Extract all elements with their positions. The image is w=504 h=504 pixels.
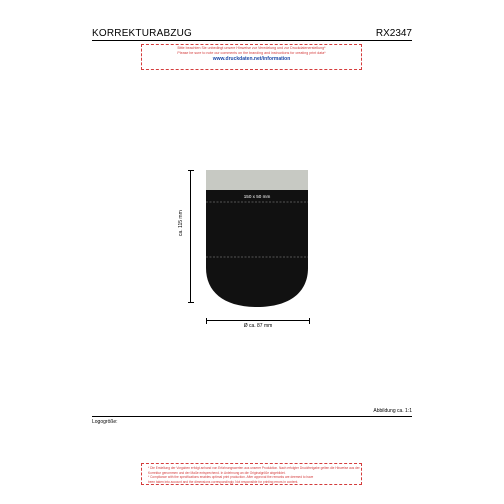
scale-label: Abbildung ca. 1:1 xyxy=(373,408,412,414)
notice-line-en: Please be sure to note our comments on the branding and instructions for creating print data* xyxy=(177,51,326,55)
header-divider xyxy=(92,40,412,41)
height-dimension-label: ca. 115 mm xyxy=(178,210,184,236)
disclaimer-line-4: been taken into account and the dimensions correspondingly. Not responsible for printing errors in content. xyxy=(148,479,299,484)
tumbler-illustration xyxy=(205,170,309,307)
width-dimension-label: Ø ca. 87 mm xyxy=(243,323,273,329)
print-data-notice xyxy=(141,44,362,70)
tumbler-graphic xyxy=(205,170,309,307)
disclaimer-line-2: Korrektur genommen und der Maße entsprechend. In Anlehnung an die Originalgröße abgebildet. xyxy=(148,470,286,475)
tumbler-lid xyxy=(206,170,308,190)
height-dimension-cap-top xyxy=(188,170,194,171)
document-title: KORREKTURABZUG xyxy=(92,28,193,39)
tumbler-body xyxy=(206,190,308,307)
disclaimer-notice xyxy=(141,463,362,485)
print-area-label: 150 x 50 mm xyxy=(243,194,271,199)
footer-divider xyxy=(92,416,412,417)
information-link[interactable]: www.druckdaten.net/information xyxy=(212,56,291,62)
disclaimer-line-1: * Die Erstellung der Vorgaben erfolgt anhand von Erfahrungswerten aus unserer Produktion. Nach erfolgter Druckfreigabe gelten die Hinweise aus der xyxy=(148,466,360,470)
notice-line-de: Bitte beachten Sie unbedingt unsere Hinweise zur Veredelung und zur Druckdatenerstellung* xyxy=(177,46,326,50)
logo-size-label: Logogröße: xyxy=(92,419,118,425)
height-dimension-line xyxy=(190,170,191,303)
height-dimension-cap-bottom xyxy=(188,302,194,303)
width-dimension-line xyxy=(206,320,310,321)
proof-header xyxy=(92,28,412,40)
article-number: RX2347 xyxy=(375,28,412,39)
disclaimer-line-3: * Compliance with the specifications enables optimal print production. After approval the remarks are deemed to have xyxy=(148,475,314,480)
